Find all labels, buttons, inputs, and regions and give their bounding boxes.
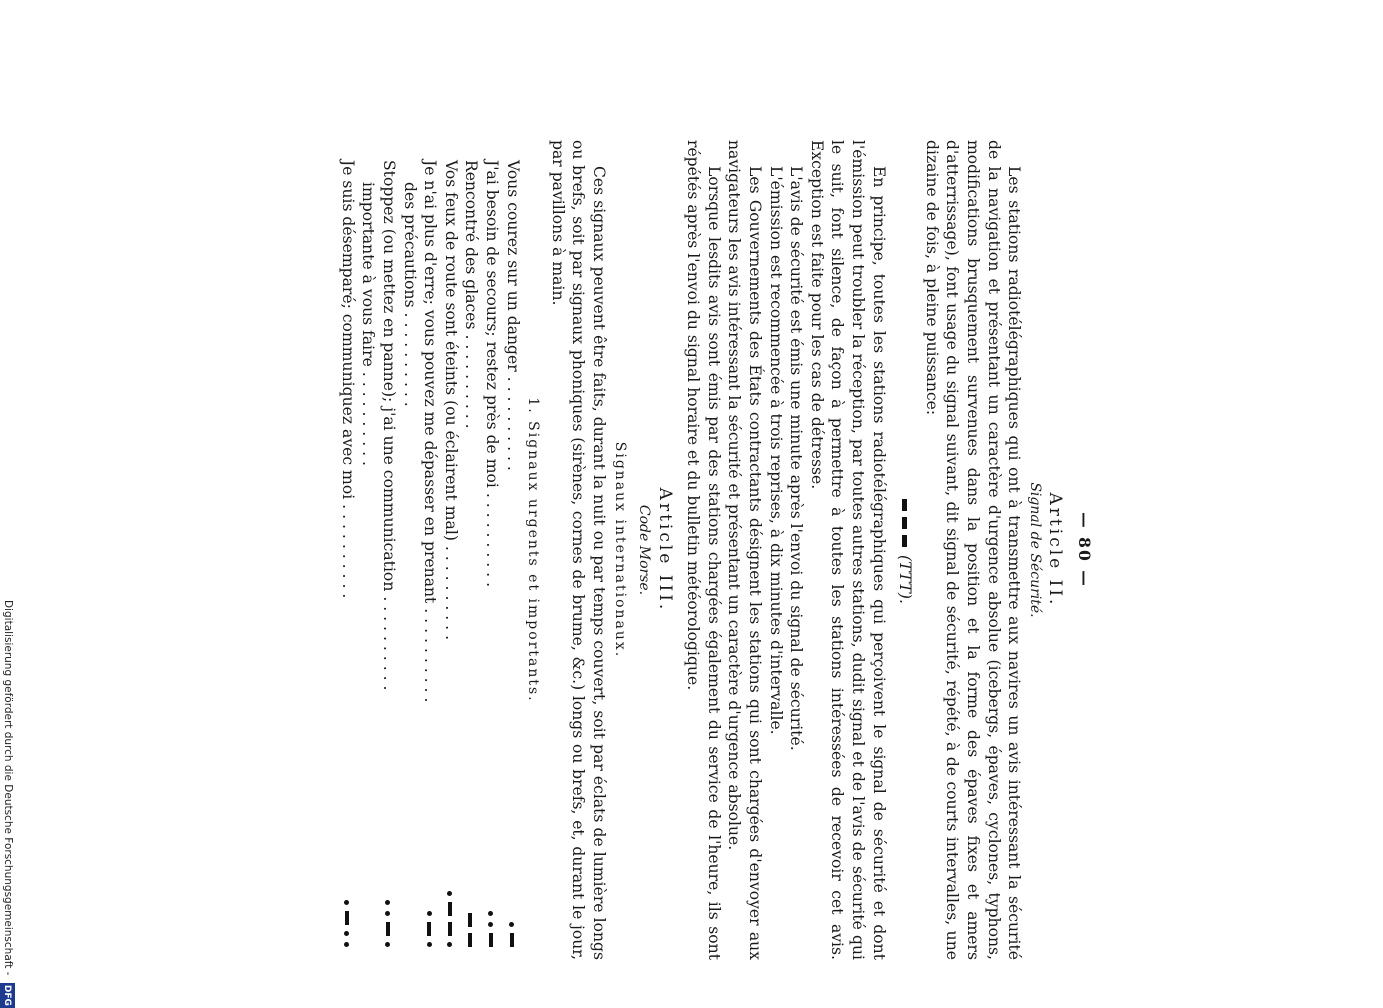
article-3-title: Article III.	[654, 487, 675, 613]
article-2-paragraph: L'avis de sécurité est émis une minute après l'envoi du signal de sécurité.	[787, 166, 806, 751]
safety-signal	[895, 140, 916, 960]
article-2-paragraph: En principe, toutes les stations radiotélégraphiques qui perçoivent le signal de sécurité et dont l'émission peut troubler la réception, par toutes autres stations, dudit signal et de l'avis de sécurité qui le suit, font silence, de façon à permettre à toutes les stations intéressées de recevoir cet avis. Exception est faite pour les cas de détresse.	[807, 140, 888, 960]
morse-dash-icon	[448, 902, 452, 916]
credit-text: Digitalisierung gefördert durch die Deutsche Forschungsgemeinschaft -	[2, 600, 14, 976]
signal-meaning: J'ai besoin de secours; restez près de moi . . . . . . . . . .	[482, 160, 501, 588]
morse-code	[481, 908, 502, 950]
morse-dot-icon	[344, 931, 349, 936]
morse-code	[337, 897, 358, 950]
signal-list-item	[440, 160, 461, 840]
signal-meaning: Je n'ai plus d'erre; vous pouvez me dépasser en prenant . . . . . . . . . .	[421, 160, 440, 703]
list-title: 1. Signaux urgents et importants.	[525, 397, 542, 703]
signal-meaning: Stoppez (ou mettez en panne); j'ai une communication . . . . . . . . . .	[380, 160, 398, 691]
morse-dot-icon	[447, 942, 452, 947]
page-number: — 80 —	[1075, 512, 1094, 588]
morse-code	[502, 919, 523, 950]
morse-dot-icon	[386, 900, 391, 905]
morse-dash-icon	[902, 499, 907, 511]
article-3-subtitle: Code Morse.	[636, 504, 653, 596]
morse-dot-icon	[509, 922, 514, 927]
signal-list-item	[358, 160, 399, 840]
morse-dash-icon	[902, 517, 907, 529]
morse-dot-icon	[344, 900, 349, 905]
article-2-paragraph: Lorsque lesdits avis sont émis par des stations chargées également du service de l'heure, ils sont répétés après l'envoi du signal horaire et du bulletin météorologique.	[684, 140, 723, 960]
article-2-subtitle: Signal de Sécurité.	[1026, 482, 1043, 618]
morse-dash-icon	[902, 535, 907, 547]
morse-dot-icon	[344, 942, 349, 947]
morse-dash-icon	[427, 922, 431, 936]
morse-dash-icon	[448, 922, 452, 936]
morse-dot-icon	[488, 922, 493, 927]
morse-dot-icon	[427, 942, 432, 947]
morse-code	[420, 908, 441, 950]
signal-list-item	[337, 160, 358, 840]
section-title: Signaux internationaux.	[611, 441, 628, 659]
article-2-paragraph: L'émission est recommencée à trois reprises, à dix minutes d'intervalle.	[766, 166, 785, 735]
morse-dash-icon	[510, 933, 514, 947]
morse-dot-icon	[386, 942, 391, 947]
article-2-paragraph: Les stations radiotélégraphiques qui ont à transmettre aux navires un avis intéressant la sécurité de la navigation et présentant un caractère d'urgence absolue (icebergs, épaves, cyclones, typhons, modifications brusquement survenues dans la position et la forme des épaves fixes et amers d'atterrissage), font usage du signal suivant, dit signal de sécurité, répété, à de courts intervalles, une dizaine de fois, à pleine puissance:	[922, 140, 1024, 960]
morse-dot-icon	[447, 891, 452, 896]
article-3-paragraph: Ces signaux peuvent être faits, durant la nuit ou par temps couvert, soit par éclats de lumière longs ou brefs, soit par signaux phoniques (sirènes, cornes de brume, &c.) longs ou brefs, et, durant le jour, par pavillons à main.	[548, 140, 608, 960]
signal-label: (TTT).	[896, 555, 915, 604]
signal-list-item	[502, 160, 523, 840]
signal-list-item	[399, 160, 440, 840]
signal-meaning: Vos feux de route sont éteints (ou éclairent mal) . . . . . . . . . .	[441, 160, 460, 641]
morse-dot-icon	[427, 911, 432, 916]
signal-meaning: Je suis désemparé; communiquez avec moi . . . . . . . . . .	[338, 160, 357, 599]
signal-meaning: Vous courez sur un danger . . . . . . . . . .	[503, 160, 522, 471]
morse-dash-icon	[468, 933, 472, 947]
signal-list-item	[461, 160, 482, 840]
morse-code	[461, 910, 482, 950]
morse-dash-icon	[386, 922, 390, 936]
rotated-page-content	[326, 140, 1096, 960]
morse-dot-icon	[386, 911, 391, 916]
morse-dash-icon	[345, 911, 349, 925]
article-2-paragraph: Les Gouvernements des États contractants désignent les stations qui sont chargées d'envoyer aux navigateurs les avis intéressant la sécurité et présentant un caractère d'urgence absolue.	[725, 140, 765, 960]
digitization-credit	[0, 600, 16, 1006]
morse-dash-icon	[468, 913, 472, 927]
morse-dash-icon	[489, 933, 493, 947]
signal-meaning-continuation: importante à vous faire . . . . . . . . . .	[359, 182, 378, 466]
signal-meaning-continuation: des précautions . . . . . . . . . .	[400, 182, 419, 407]
morse-code	[378, 897, 399, 950]
morse-code	[440, 888, 461, 950]
dfg-logo: DFG	[0, 983, 15, 1008]
signal-list	[337, 160, 522, 840]
article-2-title: Article II.	[1045, 492, 1066, 608]
signal-meaning: Rencontré des glaces . . . . . . . . . .	[462, 160, 481, 429]
signal-list-item	[481, 160, 502, 840]
morse-dot-icon	[488, 911, 493, 916]
